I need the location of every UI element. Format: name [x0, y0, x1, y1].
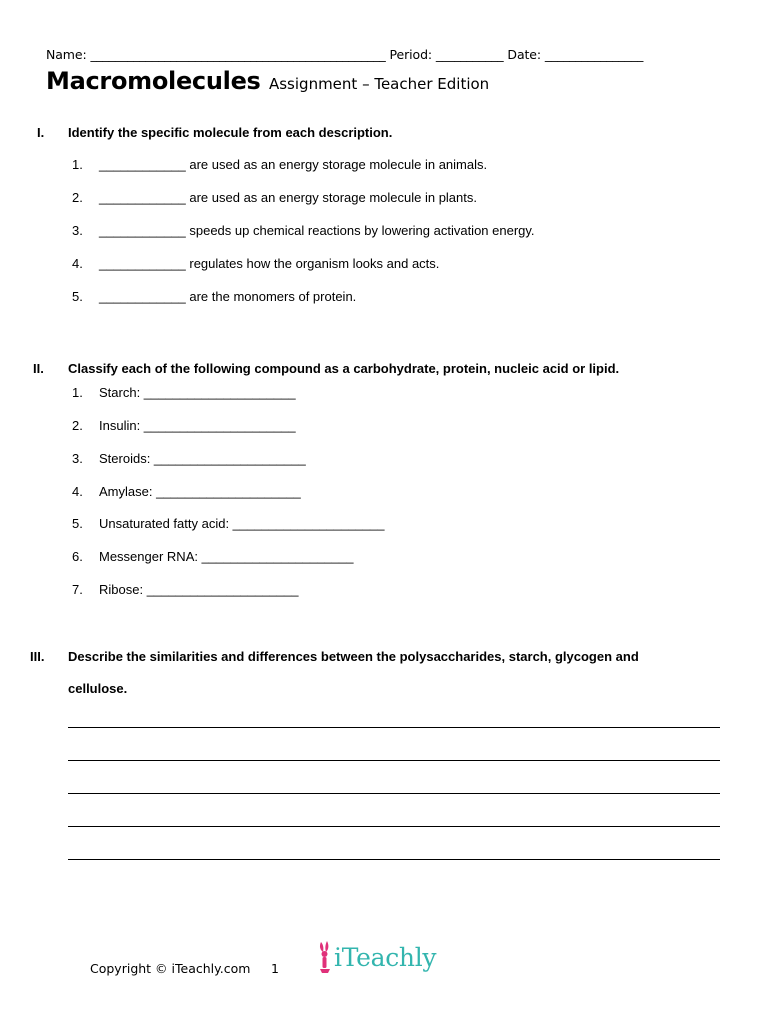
section-2-number: II.: [33, 361, 44, 376]
page-title: [46, 67, 489, 95]
item-number: 7.: [72, 582, 83, 597]
item-text: Starch: _____________________: [99, 385, 296, 400]
item-text: Messenger RNA: _____________________: [99, 549, 354, 564]
list-item: [72, 385, 296, 400]
item-number: 4.: [72, 484, 83, 499]
logo-text: iTeachly: [334, 942, 437, 972]
section-2-heading: Classify each of the following compound as a carbohydrate, protein, nucleic acid or lipid.: [68, 361, 620, 376]
list-item: [72, 582, 299, 597]
section-3-number: III.: [30, 649, 45, 664]
section-1-number: I.: [37, 125, 45, 140]
item-text: Insulin: _____________________: [99, 418, 296, 433]
item-text: ____________ are used as an energy storage molecule in plants.: [99, 190, 477, 205]
item-number: 5.: [72, 289, 83, 304]
list-item: [72, 223, 535, 238]
answer-line: [68, 727, 720, 728]
student-info-line: Name: ________________________________________________ Period: ___________ Date: ________________: [46, 47, 644, 62]
item-number: 6.: [72, 549, 83, 564]
item-number: 5.: [72, 516, 83, 531]
list-item: [72, 256, 439, 271]
item-text: Ribose: _____________________: [99, 582, 299, 597]
rabbit-icon: [316, 940, 334, 974]
copyright-text: Copyright © iTeachly.com: [90, 961, 251, 976]
list-item: [72, 289, 356, 304]
title-subtitle: Assignment – Teacher Edition: [268, 75, 490, 93]
item-number: 3.: [72, 223, 83, 238]
item-text: ____________ speeds up chemical reactions by lowering activation energy.: [99, 223, 535, 238]
item-text: ____________ are used as an energy storage molecule in animals.: [99, 157, 488, 172]
section-3-heading-line2: cellulose.: [68, 681, 128, 696]
item-text: Steroids: _____________________: [99, 451, 306, 466]
list-item: [72, 157, 487, 172]
list-item: [72, 190, 477, 205]
answer-line: [68, 826, 720, 827]
answer-line: [68, 760, 720, 761]
item-number: 1.: [72, 385, 83, 400]
answer-line: [68, 793, 720, 794]
list-item: [72, 516, 385, 531]
list-item: [72, 484, 301, 499]
item-text: Amylase: ____________________: [99, 484, 301, 499]
item-text: ____________ are the monomers of protein.: [99, 289, 357, 304]
list-item: [72, 549, 353, 564]
title-main: Macromolecules: [46, 67, 261, 95]
item-number: 3.: [72, 451, 83, 466]
item-text: ____________ regulates how the organism looks and acts.: [99, 256, 440, 271]
item-number: 1.: [72, 157, 83, 172]
section-1-heading: Identify the specific molecule from each description.: [68, 125, 393, 140]
list-item: [72, 418, 296, 433]
section-3-heading-line1: Describe the similarities and differences between the polysaccharides, starch, glycogen and: [68, 649, 639, 664]
page-number: 1: [271, 961, 279, 976]
item-number: 2.: [72, 418, 83, 433]
iteachly-logo: [316, 940, 436, 974]
list-item: [72, 451, 306, 466]
item-number: 4.: [72, 256, 83, 271]
item-number: 2.: [72, 190, 83, 205]
answer-line: [68, 859, 720, 860]
item-text: Unsaturated fatty acid: _____________________: [99, 516, 385, 531]
